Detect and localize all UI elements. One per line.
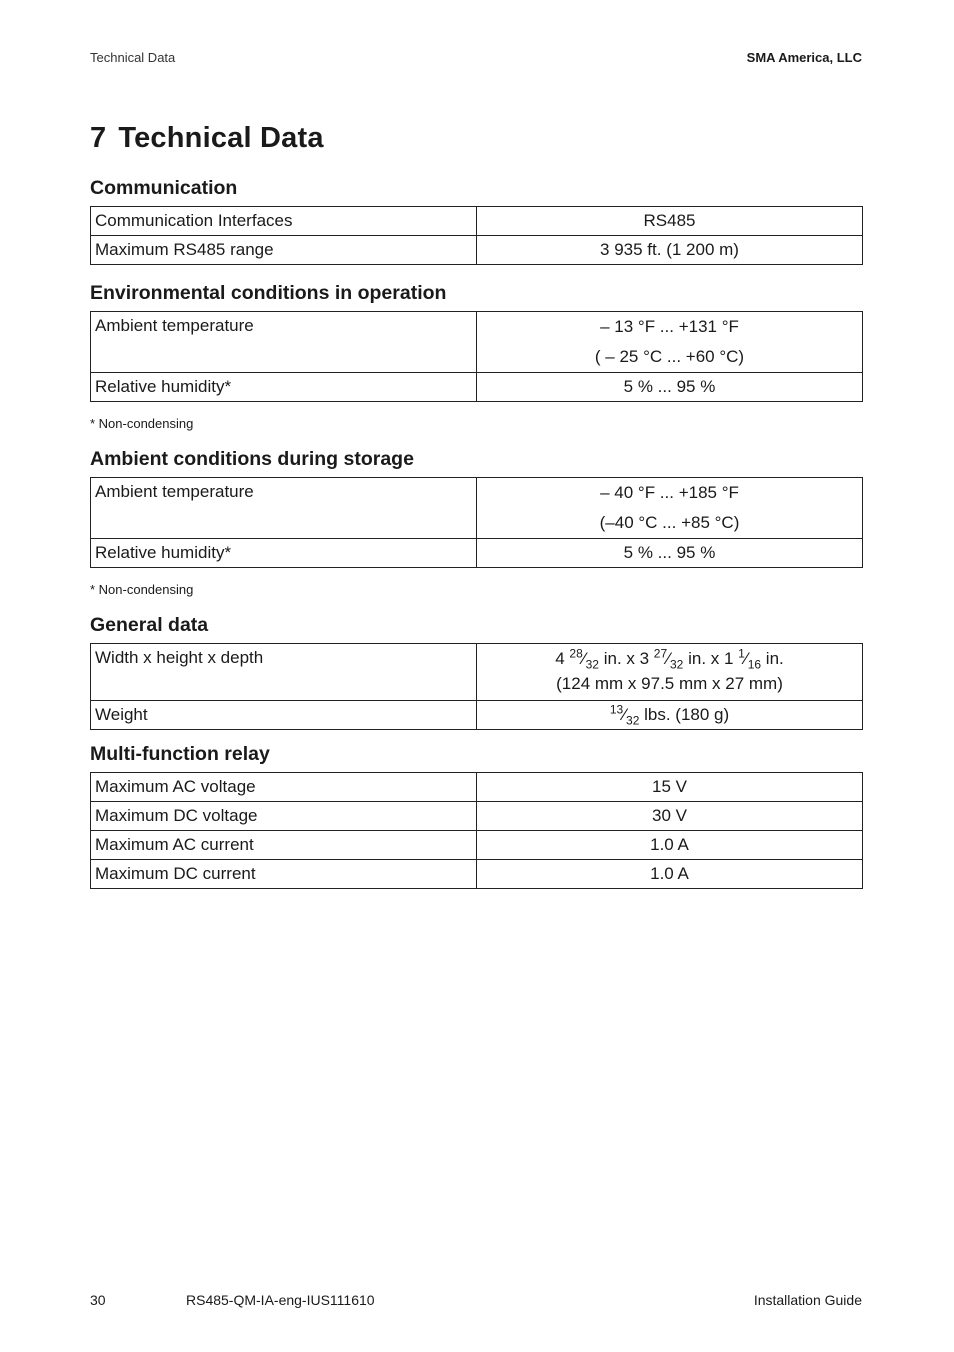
chapter-title: [90, 122, 324, 155]
depth-denominator: 16: [747, 657, 762, 672]
row-value: 3 935 ft. (1 200 m): [477, 236, 863, 265]
row-value: 15 V: [477, 773, 863, 802]
running-header-section: Technical Data: [90, 50, 176, 65]
table-row: [91, 373, 863, 402]
row-value: 30 V: [477, 802, 863, 831]
row-label: Weight: [91, 701, 477, 730]
dimensions-metric: (124 mm x 97.5 mm x 27 mm): [556, 674, 783, 693]
row-label: Maximum AC current: [91, 831, 477, 860]
width-denominator: 32: [585, 657, 599, 672]
row-label: Ambient temperature: [91, 312, 477, 373]
row-label: Maximum DC voltage: [91, 802, 477, 831]
section-general-data: [90, 613, 863, 730]
row-label: Width x height x depth: [91, 644, 477, 701]
weight-rest: lbs. (180 g): [639, 705, 730, 724]
table-row: [91, 860, 863, 889]
section-heading-communication: Communication: [90, 177, 238, 199]
table-row: [91, 236, 863, 265]
general-data-table: [90, 643, 863, 730]
table-row: [91, 773, 863, 802]
table-row: [91, 539, 863, 568]
chapter-title-text: Technical Data: [118, 122, 324, 154]
value-line-fahrenheit: – 40 °F ... +185 °F: [600, 483, 739, 502]
section-heading-environment-operation: Environmental conditions in operation: [90, 282, 447, 304]
value-line-celsius: (–40 °C ... +85 °C): [599, 513, 740, 532]
running-header-company: SMA America, LLC: [746, 50, 862, 65]
row-value: 5 % ... 95 %: [477, 373, 863, 402]
row-value: [477, 312, 863, 373]
dimension-separator: in. x 3: [598, 649, 654, 668]
row-value: [477, 478, 863, 539]
row-label: Ambient temperature: [91, 478, 477, 539]
section-heading-general-data: General data: [90, 614, 209, 636]
page-number: 30: [90, 1292, 106, 1308]
weight-denominator: 32: [626, 713, 640, 728]
ambient-storage-table: [90, 477, 863, 568]
row-label: Maximum DC current: [91, 860, 477, 889]
row-value: 5 % ... 95 %: [477, 539, 863, 568]
document-id: RS485-QM-IA-eng-IUS111610: [186, 1292, 375, 1308]
section-environment-operation: [90, 281, 863, 431]
relay-table: [90, 772, 863, 889]
section-heading-ambient-storage: Ambient conditions during storage: [90, 448, 414, 470]
width-numerator: 28: [569, 646, 583, 661]
row-label: Maximum RS485 range: [91, 236, 477, 265]
section-heading-multi-function-relay: Multi-function relay: [90, 743, 270, 765]
footnote: * Non-condensing: [90, 416, 194, 431]
table-row: [91, 831, 863, 860]
document-type: Installation Guide: [753, 1292, 862, 1308]
communication-table: [90, 206, 863, 265]
row-label: Maximum AC voltage: [91, 773, 477, 802]
dimension-unit: in.: [761, 649, 784, 668]
table-row: [91, 207, 863, 236]
row-value: 1.0 A: [477, 831, 863, 860]
table-row: [91, 802, 863, 831]
weight-numerator: 13: [609, 702, 624, 717]
table-row: [91, 644, 863, 701]
row-label: Communication Interfaces: [91, 207, 477, 236]
height-denominator: 32: [670, 657, 684, 672]
table-row: [91, 312, 863, 373]
dimensions-imperial: 4 $^{28}⁄_{32}$ in. x 3 $^{27}⁄_{32}$ in. x 1 $^1⁄_{16}$ in.: [555, 646, 784, 672]
table-row: [91, 701, 863, 730]
section-ambient-storage: [90, 447, 863, 597]
row-label: Relative humidity*: [91, 539, 477, 568]
value-line-fahrenheit: – 13 °F ... +131 °F: [600, 317, 739, 336]
row-value: $^{13}⁄_{32}$ lbs. (180 g): [477, 701, 863, 730]
table-row: [91, 478, 863, 539]
section-communication: [90, 176, 863, 265]
height-numerator: 27: [653, 646, 668, 661]
row-value: 1.0 A: [477, 860, 863, 889]
chapter-number: 7: [90, 122, 107, 154]
environment-operation-table: [90, 311, 863, 402]
dimension-separator: in. x 1: [683, 649, 739, 668]
section-multi-function-relay: [90, 742, 863, 889]
row-value: [477, 644, 863, 701]
value-line-celsius: ( – 25 °C ... +60 °C): [594, 347, 745, 366]
footnote: * Non-condensing: [90, 582, 194, 597]
depth-numerator: 1: [738, 646, 745, 661]
row-label: Relative humidity*: [91, 373, 477, 402]
width-whole: 4: [555, 649, 570, 668]
row-value: RS485: [477, 207, 863, 236]
